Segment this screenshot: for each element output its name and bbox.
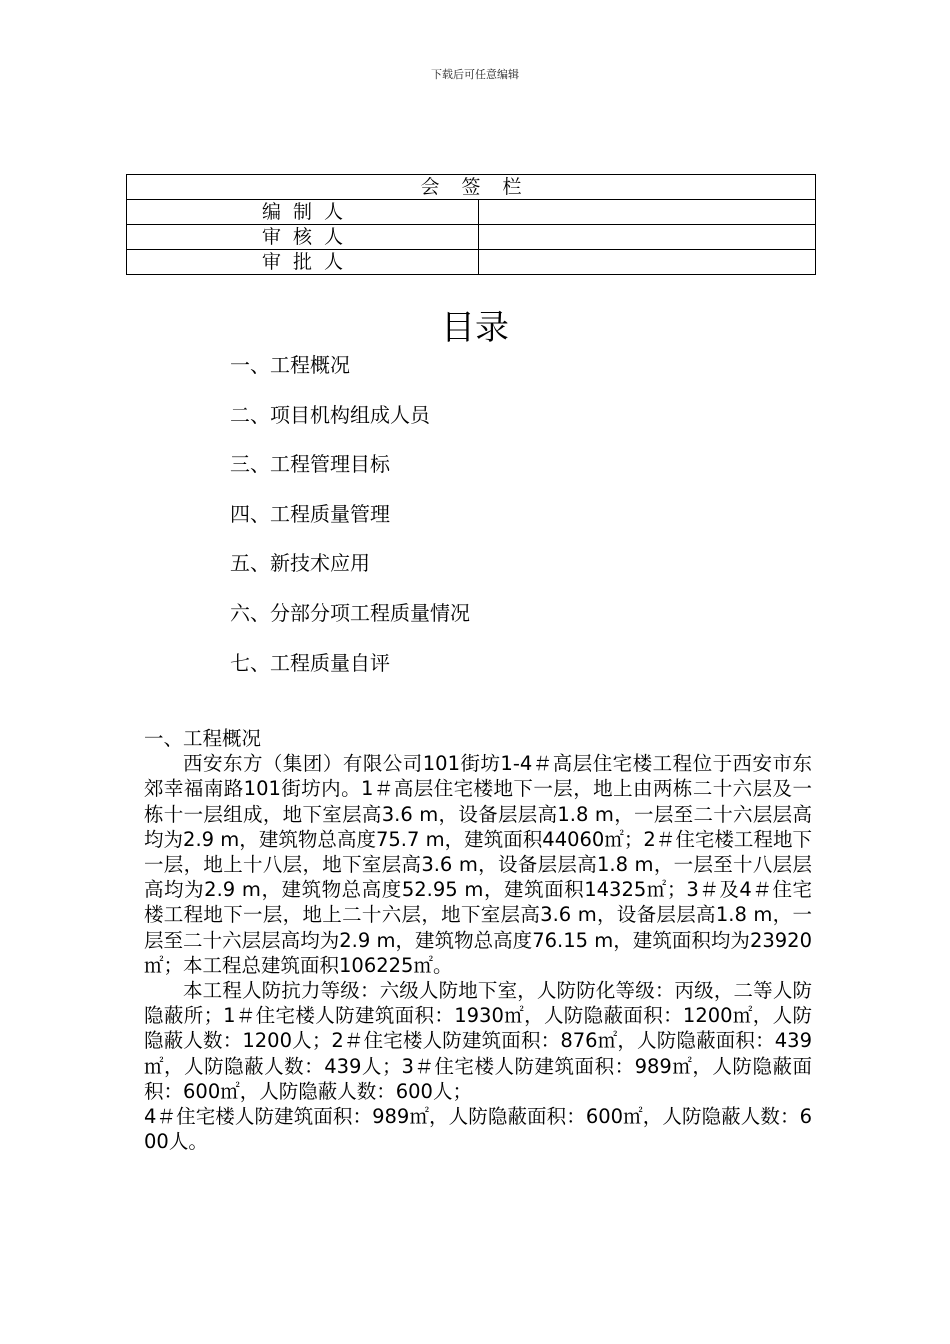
page-header-note: 下载后可任意编辑 (431, 68, 519, 81)
sign-row-value (479, 225, 816, 250)
toc-item[interactable]: 六、分部分项工程质量情况 (230, 600, 470, 625)
toc-item[interactable]: 五、新技术应用 (230, 551, 370, 576)
toc-item[interactable]: 三、工程管理目标 (230, 452, 390, 477)
section-heading: 一、工程概况 (144, 727, 262, 750)
table-of-contents (230, 350, 470, 697)
sign-row-value (479, 250, 816, 275)
sign-table-title-row (127, 175, 816, 200)
sign-table-title: 会签栏 (127, 175, 816, 200)
sign-row-preparer (127, 200, 816, 225)
toc-item[interactable]: 二、项目机构组成人员 (230, 402, 430, 427)
sign-row-value (479, 200, 816, 225)
body-paragraph: 本工程人防抗力等级：六级人防地下室，人防防化等级：丙级，二等人防隐蔽所；1＃住宅楼人防建筑面积：1930㎡，人防隐蔽面积：1200㎡，人防隐蔽人数：1200人；2＃住宅楼人防建筑面积：876㎡，人防隐蔽面积：439㎡，人防隐蔽人数：439人；3＃住宅楼人防建筑面积：989㎡，人防隐蔽面积：600㎡，人防隐蔽人数：600人； (144, 979, 812, 1103)
section-project-overview (144, 726, 812, 1154)
toc-item[interactable]: 七、工程质量自评 (230, 650, 390, 675)
sign-row-label: 审核人 (127, 225, 479, 250)
sign-row-approver (127, 250, 816, 275)
toc-item[interactable]: 四、工程质量管理 (230, 501, 390, 526)
sign-row-label: 审批人 (127, 250, 479, 275)
body-paragraph: 西安东方（集团）有限公司101街坊1-4＃高层住宅楼工程位于西安市东郊幸福南路101街坊内。1＃高层住宅楼地下一层，地上由两栋二十六层及一栋十一层组成，地下室层高3.6 m，设备层层高1.8 m，一层至二十六层层高均为2.9 m，建筑物总高度75.7 m，建筑面积44060㎡；2＃住宅楼工程地下一层，地上十八层，地下室层高3.6 m，设备层层高1.8 m，一层至十八层层高均为2.9 m，建筑物总高度52.95 m，建筑面积14325㎡；3＃及4＃住宅楼工程地下一层，地上二十六层，地下室层高3.6 m，设备层层高1.8 m，一层至二十六层层高均为2.9 m，建筑物总高度76.15 m，建筑面积均为23920㎡；本工程总建筑面积106225㎡。 (144, 752, 812, 977)
toc-item[interactable]: 一、工程概况 (230, 353, 350, 377)
sign-row-label: 编制人 (127, 200, 479, 225)
toc-title: 目录 (441, 308, 509, 348)
sign-off-table (126, 174, 816, 275)
body-paragraph: 4＃住宅楼人防建筑面积：989㎡，人防隐蔽面积：600㎡，人防隐蔽人数：600人。 (144, 1105, 812, 1154)
sign-row-reviewer (127, 225, 816, 250)
